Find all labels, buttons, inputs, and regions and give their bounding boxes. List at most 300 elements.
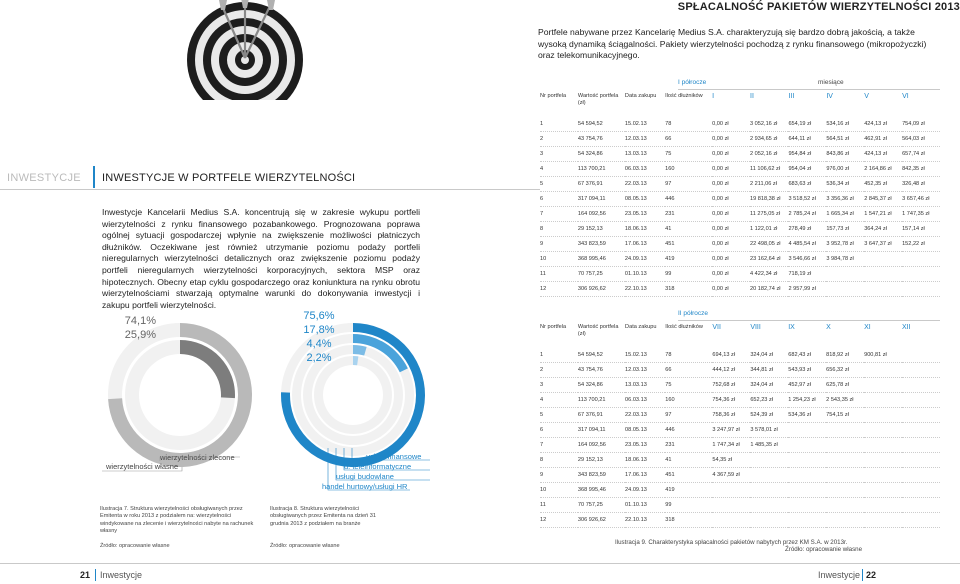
table-cell: 9 [540,241,544,247]
table-row [540,147,940,162]
section-title: INWESTYCJE W PORTFELE WIERZYTELNOŚCI [102,172,356,184]
table-cell: 343 823,59 [577,241,606,247]
table-cell: 368 995,46 [577,487,606,493]
table-cell: 0,00 zł [712,181,729,187]
table-cell: 75 [665,151,672,157]
table2-rule [678,320,940,321]
table-cell: 2 052,16 zł [750,151,778,157]
table-cell: 152,22 zł [902,241,925,247]
table-cell: 160 [665,166,675,172]
table-row [540,132,940,147]
table2-group-label: II półrocze [678,310,708,317]
table-cell: 157,73 zł [826,226,850,232]
footer-right-rule [862,569,863,581]
table-row [540,348,940,363]
table-cell [788,468,826,483]
dartboard-image [175,0,315,100]
table-cell: 11 [540,271,546,277]
table1-rule [678,89,940,90]
table-cell: 66 [665,136,672,142]
table-cell: 0,00 zł [712,256,729,262]
table1-group-label: I półrocze [678,79,707,86]
table-cell: 0,00 zł [712,271,729,277]
table-cell: 317 094,11 [577,427,606,433]
table-row [540,498,940,513]
table-cell: 41 [665,457,672,463]
table-cell [712,513,750,528]
table-cell: 8 [540,226,544,232]
table-cell: 900,81 zł [864,352,887,358]
chart2-value-4: 2,2% [306,352,332,364]
table-cell: 654,19 zł [788,121,812,127]
table-cell: 3 [540,151,544,157]
table-cell: 644,11 zł [788,136,811,142]
chart2-leader-lines [280,448,440,494]
table-cell: 976,00 zł [826,166,850,172]
table-cell: 10 [540,256,547,262]
table-cell [902,363,940,378]
table-row [540,453,940,468]
chart2-value-1: 75,6% [303,310,335,322]
table-cell: 15.02.13 [624,121,647,127]
table-cell: 2 785,24 zł [788,211,816,217]
table-row [540,207,940,222]
table-cell [788,483,826,498]
chart2-legend-2: u. teleinformatyczne [344,462,412,471]
table-cell: 2 [540,367,544,373]
table-cell [864,453,902,468]
table-row [540,378,940,393]
table2-header-8: XI [864,324,871,331]
chart1-leader-lines [100,447,260,477]
table2-header-4: VII [712,324,721,331]
table-cell: 754,09 zł [902,121,925,127]
table1-header-6: III [788,93,795,100]
chart1-source: Źródło: opracowanie własne [100,543,170,549]
table1-header-2: Data zakupu [624,93,657,99]
table-cell: 451 [665,472,675,478]
table-cell: 13.03.13 [624,151,647,157]
table-cell: 317 094,11 [577,196,606,202]
table-cell: 0,00 zł [712,196,729,202]
table-cell: 17.06.13 [624,241,647,247]
table-cell: 656,32 zł [826,367,849,373]
table-cell: 22 498,05 zł [750,241,781,247]
table-cell: 70 757,25 [577,502,603,508]
table-cell: 524,39 zł [750,412,774,418]
table-row [540,267,940,282]
table-cell: 23.05.13 [624,211,647,217]
table-cell: 3 984,78 zł [826,256,854,262]
table-cell: 22.03.13 [625,412,647,418]
table-cell [902,423,940,438]
table-cell [750,453,788,468]
table-cell: 446 [665,427,675,433]
table-cell: 2 934,65 zł [750,136,778,142]
table-cell [750,498,788,513]
table-cell: 0,00 zł [712,166,729,172]
table-cell: 11 [540,502,546,508]
table-cell: 7 [540,211,544,217]
table-cell: 324,04 zł [750,352,774,358]
table2-header-2: Data zakupu [625,324,657,330]
table-cell: 23 162,64 zł [750,256,781,262]
table-cell [826,513,864,528]
table-cell: 4 422,34 zł [750,271,778,277]
table-cell: 452,35 zł [864,181,887,187]
table-cell: 10 [540,487,547,493]
table-cell: 113 700,21 [577,397,606,403]
table-cell: 694,13 zł [712,352,736,358]
table-cell: 41 [665,226,672,232]
table1-header-9: VI [902,93,909,100]
table-row [540,408,940,423]
chart2-slice-2 [353,345,367,356]
table-cell [902,267,940,282]
table-cell: 536,34 zł [826,181,850,187]
table-row [540,237,940,252]
table-cell: 67 376,91 [577,181,603,187]
table-cell: 4 485,54 zł [788,241,816,247]
table-cell [864,393,902,408]
side-section-label: INWESTYCJE [7,172,81,184]
table-cell: 15.02.13 [625,352,647,358]
table-cell: 343 823,59 [577,472,606,478]
table-cell: 2 957,99 zł [788,286,816,292]
table-cell: 318 [665,517,675,523]
table-cell: 324,04 zł [750,382,774,388]
table-row [540,363,940,378]
table-cell: 54 594,52 [577,121,603,127]
chart1-caption: Ilustracja 7. Struktura wierzytelności obsługiwanych przez Emitenta w roku 2013 z podziałem na: wierzytelności windykowane na zlecenie i wierzytelności nabyte na rachunek własny [100,506,254,535]
table-cell: 451 [665,241,675,247]
table-cell: 306 926,62 [577,517,606,523]
table-cell: 718,19 zł [788,271,812,277]
table-cell: 0,00 zł [712,241,729,247]
table-cell: 22.10.13 [624,286,647,292]
footer-rule [0,563,960,564]
table-cell: 843,86 zł [826,151,850,157]
chart2-value-2: 17,8% [303,324,335,336]
table-cell: 683,63 zł [788,181,812,187]
table2 [540,324,940,528]
table-cell: 12 [540,286,547,292]
table2-header-5: VIII [750,324,761,331]
table-cell: 23.05.13 [625,442,647,448]
section-rule [0,189,540,190]
table1-header-0: Nr portfela [540,93,567,99]
table-cell: 20 182,74 zł [750,286,781,292]
table-cell [826,438,864,453]
table-cell: 3 356,36 zł [826,196,854,202]
table1 [540,93,940,297]
table-cell: 3 052,16 zł [750,121,778,127]
table-cell: 29 152,13 [577,457,603,463]
table-cell: 1 [540,352,544,358]
table-cell: 11 106,62 zł [750,166,781,172]
table-cell: 652,23 zł [750,397,774,403]
table-cell: 1 254,23 zł [788,397,816,403]
table-cell: 54 324,86 [577,382,603,388]
table-cell: 231 [665,211,675,217]
table-cell [902,348,940,363]
table-cell: 954,04 zł [788,166,812,172]
table-cell: 13.03.13 [625,382,647,388]
table-cell: 19 818,38 zł [750,196,781,202]
table-cell: 18.06.13 [625,457,647,463]
table-cell: 954,84 zł [788,151,812,157]
table-cell [864,408,902,423]
table2-header-1: Wartość portfela (zł) [577,324,619,337]
table-cell: 99 [665,271,672,277]
chart2-caption: Ilustracja 8. Struktura wierzytelności obsługiwanych przez Emitenta na dzień 31 grudnia 2013 z podziałem na branże [270,506,377,527]
chart2-value-3: 4,4% [306,338,332,350]
table1-header-3: Ilość dłużników [665,93,703,99]
table-cell: 01.10.13 [624,271,647,277]
footer-left-page: 21 [80,570,91,580]
table2-header-0: Nr portfela [540,324,567,330]
table-cell: 1 665,34 zł [826,211,854,217]
table-cell: 4 367,59 zł [712,472,740,478]
table-cell: 3 [540,382,544,388]
table-cell: 2 845,37 zł [864,196,892,202]
table-cell: 0,00 zł [712,286,729,292]
table-cell [864,468,902,483]
chart2-legend-1: usługi finansowe [366,452,422,461]
table-cell: 3 546,66 zł [788,256,816,262]
table-cell: 70 757,25 [577,271,603,277]
table-cell: 564,03 zł [902,136,925,142]
table-cell: 4 [540,397,544,403]
table-cell: 01.10.13 [625,502,647,508]
table-cell: 7 [540,442,544,448]
table-cell: 444,12 zł [712,367,736,373]
table-cell: 462,91 zł [864,136,887,142]
table1-header-8: V [864,93,869,100]
table-cell [750,483,788,498]
table-cell [788,423,826,438]
table-cell: 11 275,05 zł [750,211,781,217]
table-row [540,483,940,498]
table-cell: 06.03.13 [624,166,647,172]
table-row [540,222,940,237]
table-cell: 29 152,13 [577,226,603,232]
table2-header-3: Ilość dłużników [665,324,703,330]
table-cell: 97 [665,412,672,418]
table-cell: 17.06.13 [625,472,647,478]
table-cell: 22.03.13 [624,181,647,187]
table-cell: 8 [540,457,544,463]
table1-months-label: miesiące [818,79,844,86]
table-cell: 75 [665,382,672,388]
table-cell: 657,74 zł [902,151,925,157]
chart1-value-2: 25,9% [124,329,156,341]
table-cell: 78 [665,352,672,358]
table-cell: 534,16 zł [826,121,850,127]
footer-left-label: Inwestycje [100,570,143,580]
table-cell: 43 754,76 [577,136,603,142]
table-cell [902,252,940,267]
table-cell: 368 995,46 [577,256,606,262]
table-cell: 08.05.13 [625,427,647,433]
table-cell: 1 547,21 zł [864,211,892,217]
table-cell [788,513,826,528]
table-cell: 157,14 zł [902,226,925,232]
table-cell: 231 [665,442,675,448]
footer-left-rule [95,569,96,581]
table-cell: 5 [540,181,544,187]
table-cell: 1 [540,121,544,127]
table-cell: 113 700,21 [577,166,606,172]
table-cell: 818,92 zł [826,352,849,358]
table2-header-9: XII [902,324,911,331]
table-cell: 9 [540,472,544,478]
table-row [540,177,940,192]
table-cell [902,498,940,513]
table-cell [788,453,826,468]
table-cell: 682,43 zł [788,352,811,358]
table-cell: 2 543,35 zł [826,397,854,403]
table-cell: 452,97 zł [788,382,811,388]
table-cell: 1 747,35 zł [902,211,930,217]
table2-source: Źródło: opracowanie własne [785,546,863,553]
page-header [580,1,960,13]
table-row [540,282,940,297]
table-cell: 1 747,34 zł [712,442,740,448]
table-cell: 842,35 zł [902,166,925,172]
table-cell [826,483,864,498]
table-cell: 5 [540,412,544,418]
table-cell [826,423,864,438]
table2-header-6: IX [788,324,795,331]
table-cell [902,483,940,498]
table-cell [902,513,940,528]
table-cell [788,498,826,513]
table-cell [902,378,940,393]
table-row [540,393,940,408]
intro-text: Portfele nabywane przez Kancelarię Medius S.A. charakteryzują się bardzo dobrą jakością, a także wysoką dynamiką ściągalności. Pakiety wierzytelności pochodzą z rynku finansowego (mikropożyczki) oraz telekomunikacyjnego. [538,27,927,61]
chart1-value-1: 74,1% [124,315,156,327]
page-title: SPŁACALNOŚĆ PAKIETÓW WIERZYTELNOŚCI 2013 [677,1,960,13]
table-cell: 67 376,91 [577,412,603,418]
table-cell [902,468,940,483]
chart2-legend-3: usługi budowlane [336,472,394,481]
table-cell [826,468,864,483]
table-cell: 306 926,62 [577,286,606,292]
table-cell [750,513,788,528]
table-cell [902,393,940,408]
table-cell: 6 [540,427,544,433]
table1-header-7: IV [826,93,833,100]
table-cell [864,267,902,282]
table-cell: 534,36 zł [788,412,811,418]
body-paragraph: Inwestycje Kancelarii Medius S.A. koncentrują się w zakresie wykupu portfeli wierzytelności z rynku finansowego pozabankowego. Prognozowana poprawa ogólnej sytuacji gospodarczej wpłynie na zwiększenie możliwości płatniczych dłużników. Oczekiwane jest również utrzymanie poziomu podaży portfeli nieregularnych wierzytelności detalicznych oraz zwiększenie poziomu podaży portfeli nieregularnych wierzytelności korporacyjnych, sektora MSP oraz hipotecznych. Obecny etap cyklu gospodarczego oraz koniunktura na rynku obrotu wierzytelnościami stwarzają optymalne warunki do dokonywania inwestycji i zakupu portfeli wierzytelności. [102,207,420,310]
table-cell: 424,13 zł [864,121,887,127]
table-cell [902,438,940,453]
table-cell: 419 [665,256,675,262]
table-row [540,192,940,207]
table-cell [864,282,902,297]
table-cell: 06.03.13 [625,397,647,403]
table-cell: 164 092,56 [577,211,606,217]
table-cell: 99 [665,502,672,508]
table-row [540,438,940,453]
table-cell: 12.03.13 [625,367,647,373]
table-cell [826,453,864,468]
table-cell [864,252,902,267]
table-row [540,423,940,438]
chart1-legend-1: wierzytelności zlecone [160,453,235,462]
table-cell: 54 324,86 [577,151,603,157]
table-cell [712,483,750,498]
table-cell: 446 [665,196,675,202]
table-cell: 2 211,06 zł [750,181,777,187]
table-cell: 22.10.13 [625,517,647,523]
table-cell: 54 594,52 [577,352,603,358]
footer-right-page: 22 [866,570,877,580]
table-cell: 54,35 zł [712,457,732,463]
chart2-track-3 [314,356,392,434]
table-cell [864,363,902,378]
table-cell: 564,51 zł [826,136,850,142]
table-cell: 3 952,78 zł [826,241,854,247]
table-cell: 1 122,01 zł [750,226,778,232]
table-cell: 424,13 zł [864,151,887,157]
table-cell: 0,00 zł [712,136,729,142]
table-cell [864,438,902,453]
table-cell: 3 657,46 zł [902,196,930,202]
table1-header-5: II [750,93,754,100]
table-row [540,513,940,528]
table2-caption: Ilustracja 9. Charakterystyka spłacalności pakietów nabytych przez KM S.A. w 2013r. [615,539,848,546]
table-cell [826,267,864,282]
table-cell: 24.09.13 [625,487,647,493]
chart2-legend-4: handel hurtowy/usługi HR [322,482,408,491]
table-cell: 754,15 zł [826,412,849,418]
table-row [540,162,940,177]
table-cell: 18.06.13 [624,226,647,232]
table-cell: 0,00 zł [712,211,729,217]
table-cell: 66 [665,367,672,373]
table-cell: 754,36 zł [712,397,736,403]
table-cell: 78 [665,121,672,127]
table-cell: 543,93 zł [788,367,811,373]
table-cell: 160 [665,397,675,403]
table-cell: 24.09.13 [624,256,647,262]
table-row [540,252,940,267]
table-cell: 318 [665,286,675,292]
table-cell: 08.05.13 [624,196,647,202]
table-cell [864,423,902,438]
table-cell [864,483,902,498]
table-cell: 3 578,01 zł [750,427,778,433]
table-cell: 758,36 zł [712,412,736,418]
table-cell [902,453,940,468]
table-cell [750,468,788,483]
table-cell: 1 485,35 zł [750,442,778,448]
table-cell: 0,00 zł [712,226,729,232]
table-cell: 0,00 zł [712,121,729,127]
table-cell [712,498,750,513]
table-cell: 625,78 zł [826,382,849,388]
footer-right-label: Inwestycje [818,570,861,580]
table-cell [864,378,902,393]
table-cell: 3 247,97 zł [712,427,740,433]
table-cell [788,438,826,453]
table-cell [826,282,864,297]
table-cell: 43 754,76 [577,367,603,373]
table-cell: 344,81 zł [750,367,774,373]
